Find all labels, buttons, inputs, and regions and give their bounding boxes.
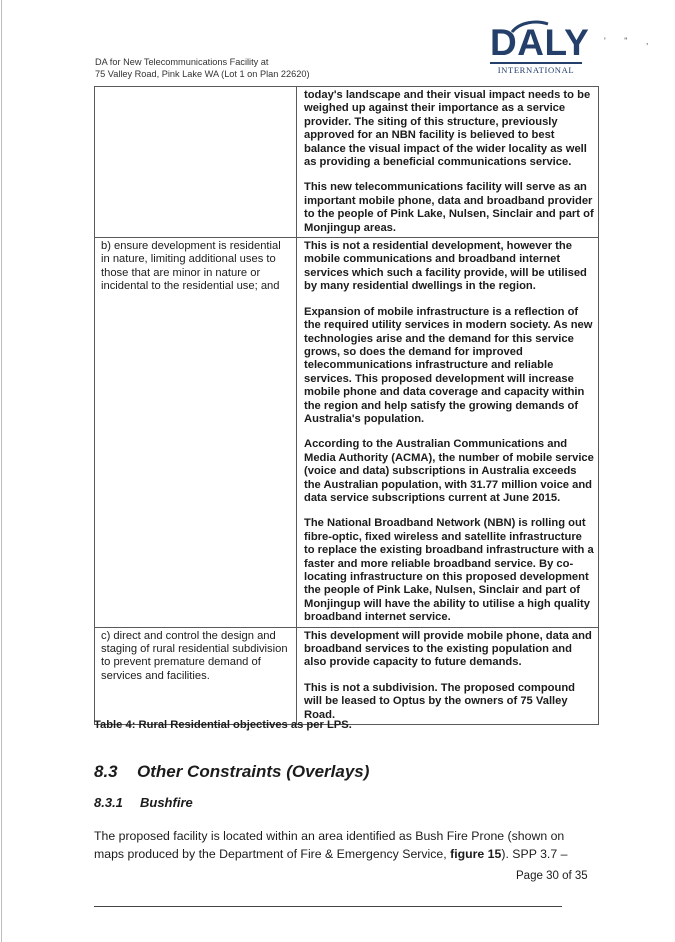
objective-cell xyxy=(95,627,297,724)
response-paragraph: Expansion of mobile infrastructure is a reflection of the required utility services in modern society. As new technologies arise and the demand for this service grows, so does the demand for improved telecommunications infrastructure and reliable services. This proposed development will increase mobile phone and data coverage and capacity within the region and help satisfy the growing demands of Australia's population. xyxy=(304,305,593,425)
subsection-number: 8.3.1 xyxy=(94,795,123,810)
bushfire-paragraph xyxy=(94,828,614,863)
table-row xyxy=(95,238,599,628)
paragraph-line-2 xyxy=(94,846,614,864)
figure-reference: figure 15 xyxy=(450,846,502,861)
header-line-2: 75 Valley Road, Pink Lake WA (Lot 1 on Plan 22620) xyxy=(95,68,310,79)
response-paragraph: This is not a residential development, however the mobile communications and broadband internet services which such a facility provide, will be utilised by many residential dwellings in the region. xyxy=(304,240,587,293)
scan-margin-marks: ' " , xyxy=(604,36,657,46)
section-number: 8.3 xyxy=(94,762,118,781)
objectives-table xyxy=(94,86,599,725)
objective-cell xyxy=(95,87,297,238)
objective-cell xyxy=(95,238,297,628)
response-paragraph: This is not a subdivision. The proposed compound will be leased to Optus by the owners of 75 Valley Road. xyxy=(304,681,575,721)
page-current: 30 xyxy=(546,870,559,882)
response-cell xyxy=(297,627,599,724)
table-row xyxy=(95,627,599,724)
logo-wordmark: DALY xyxy=(490,22,590,63)
page-edge-line xyxy=(1,0,2,942)
page-of-label: of xyxy=(562,870,572,882)
table-row xyxy=(95,87,599,238)
paragraph-text: maps produced by the Department of Fire & Emergency Service, xyxy=(94,846,451,861)
header-line-1: DA for New Telecommunications Facility at xyxy=(95,57,269,67)
footer-rule xyxy=(94,906,562,907)
response-paragraph: today's landscape and their visual impact needs to be weighed up against their importance as a service provider. The siting of this structure, previously approved for an NBN facility is believed to best balance the visual impact of the wider locality as well as providing a beneficial communications service. xyxy=(304,89,591,169)
objective-text: c) direct and control the design and staging of rural residential subdivision to prevent premature demand of services and facilities. xyxy=(101,629,288,682)
response-paragraph: This development will provide mobile phone, data and broadband services to the existing population and also provide capacity to future demands. xyxy=(304,629,592,669)
logo-subtitle: INTERNATIONAL xyxy=(490,62,582,75)
document-header xyxy=(95,57,310,80)
objective-text: b) ensure development is residential in nature, limiting additional uses to those that are minor in nature or incidental to the residential use; and xyxy=(101,240,281,293)
response-cell xyxy=(297,238,599,628)
table-caption: Table 4: Rural Residential objectives as per LPS. xyxy=(94,719,352,731)
subsection-title: Bushfire xyxy=(140,795,193,810)
response-cell xyxy=(297,87,599,238)
paragraph-line-1: The proposed facility is located within an area identified as Bush Fire Prone (shown on xyxy=(94,829,565,843)
response-paragraph: This new telecommunications facility will serve as an important mobile phone, data and broadband provider to the people of Pink Lake, Nulsen, Sinclair and part of Monjingup areas. xyxy=(304,181,594,234)
section-title: Other Constraints (Overlays) xyxy=(137,762,370,781)
page-total: 35 xyxy=(574,870,588,882)
response-paragraph: The National Broadband Network (NBN) is rolling out fibre-optic, fixed wireless and satellite infrastructure to replace the existing broadband infrastructure with a faster and more reliable broadband service. By co-locating infrastructure on this proposed development the people of Pink Lake, Nulsen, Sinclair and part of Monjingup will have the ability to utilise a high quality broadband internet service. xyxy=(304,517,594,624)
response-paragraph: According to the Australian Communications and Media Authority (ACMA), the number of mobile service (voice and data) subscriptions in Australia exceeds the Australian population, with 31.77 million voice and data service subscriptions current at June 2015. xyxy=(304,438,594,504)
section-heading xyxy=(94,762,369,782)
daly-international-logo xyxy=(490,22,590,78)
subsection-heading xyxy=(94,795,193,810)
page-label: Page xyxy=(516,870,543,882)
page-number xyxy=(516,870,588,882)
paragraph-text-tail: ). SPP 3.7 – xyxy=(501,846,568,861)
